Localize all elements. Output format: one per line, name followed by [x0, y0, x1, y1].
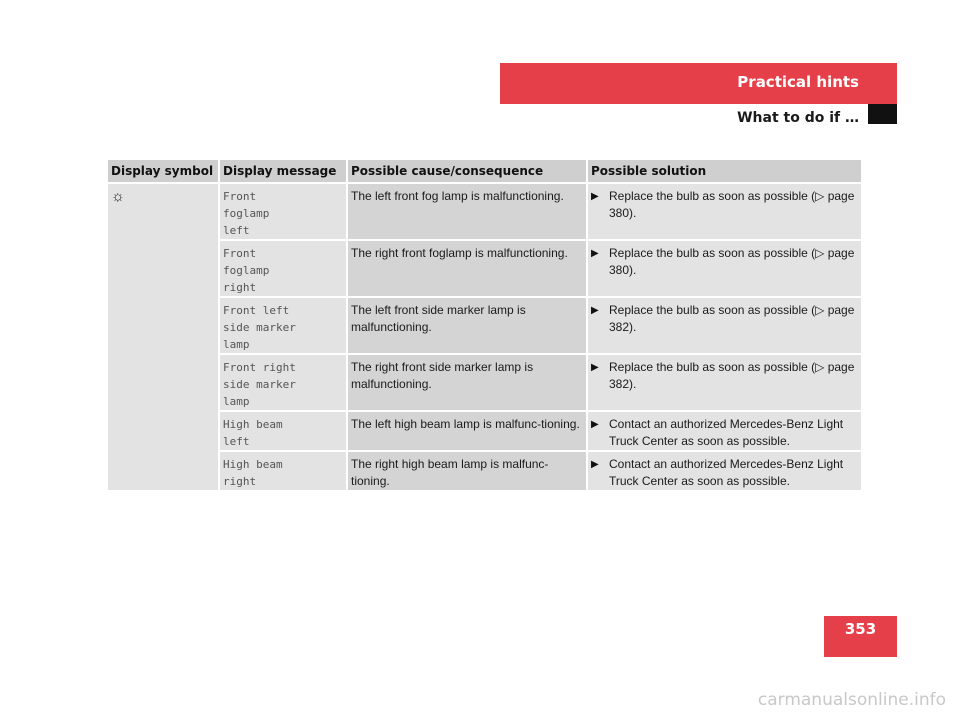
possible-solution-cell	[588, 450, 861, 490]
possible-solution: Replace the bulb as soon as possible (▷ page 380).	[609, 189, 855, 220]
possible-solution-cell	[588, 353, 861, 410]
watermark: carmanualsonline.info	[757, 690, 946, 710]
possible-solution: Contact an authorized Mercedes-Benz Light Truck Center as soon as possible.	[609, 457, 844, 488]
possible-cause: The right front foglamp is malfunctioning.	[348, 239, 588, 296]
bullet-arrow-icon: ▶	[591, 362, 599, 373]
bullet-arrow-icon: ▶	[591, 305, 599, 316]
possible-solution: Contact an authorized Mercedes-Benz Light Truck Center as soon as possible.	[609, 417, 844, 448]
table-row	[108, 296, 861, 353]
possible-solution-cell	[588, 239, 861, 296]
possible-solution: Replace the bulb as soon as possible (▷ page 382).	[609, 360, 855, 391]
table-row	[108, 410, 861, 450]
bullet-arrow-icon: ▶	[591, 459, 599, 470]
table-row	[108, 450, 861, 490]
bullet-arrow-icon: ▶	[591, 191, 599, 202]
display-message: Front right side marker lamp	[220, 353, 348, 410]
corner-block	[868, 104, 897, 124]
bullet-arrow-icon: ▶	[591, 419, 599, 430]
bullet-arrow-icon: ▶	[591, 248, 599, 259]
column-header-possible-cause: Possible cause/consequence	[348, 160, 588, 182]
column-header-display-message: Display message	[220, 160, 348, 182]
display-message: High beam left	[220, 410, 348, 450]
possible-solution-cell	[588, 296, 861, 353]
table-row	[108, 353, 861, 410]
possible-solution-cell	[588, 410, 861, 450]
header-band	[500, 63, 897, 104]
possible-cause: The right front side marker lamp is malfunctioning.	[348, 353, 588, 410]
lamp-message-table	[108, 160, 861, 490]
column-header-display-symbol: Display symbol	[108, 160, 220, 182]
table-row	[108, 239, 861, 296]
possible-solution: Replace the bulb as soon as possible (▷ page 382).	[609, 303, 855, 334]
possible-solution-cell	[588, 182, 861, 239]
possible-cause: The right high beam lamp is malfunc-tioning.	[348, 450, 588, 490]
possible-cause: The left high beam lamp is malfunc-tioning.	[348, 410, 588, 450]
display-message: High beam right	[220, 450, 348, 490]
display-message: Front foglamp right	[220, 239, 348, 296]
display-symbol-cell	[108, 182, 220, 490]
possible-solution: Replace the bulb as soon as possible (▷ page 380).	[609, 246, 855, 277]
table-row	[108, 182, 861, 239]
table-header-row	[108, 160, 861, 182]
display-message: Front foglamp left	[220, 182, 348, 239]
possible-cause: The left front fog lamp is malfunctioning.	[348, 182, 588, 239]
lamp-symbol-icon: ☼	[111, 188, 125, 205]
display-message: Front left side marker lamp	[220, 296, 348, 353]
possible-cause: The left front side marker lamp is malfunctioning.	[348, 296, 588, 353]
page-number-box	[824, 616, 897, 657]
page-number: 353	[844, 620, 877, 638]
page-subtitle: What to do if …	[737, 110, 859, 126]
column-header-possible-solution: Possible solution	[588, 160, 861, 182]
section-title: Practical hints	[737, 73, 859, 91]
